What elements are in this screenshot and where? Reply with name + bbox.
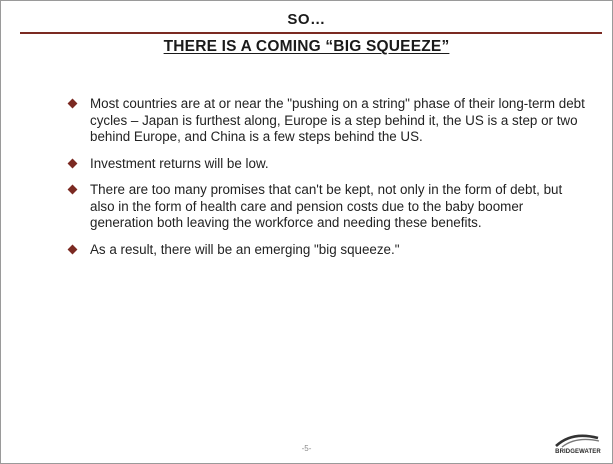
- logo-text: BRIDGEWATER: [555, 449, 601, 455]
- diamond-bullet-icon: [68, 158, 78, 168]
- bridgewater-logo: [552, 429, 604, 455]
- bridgewater-logo-icon: [552, 429, 604, 449]
- slide-title-text: THERE IS A COMING “BIG SQUEEZE”: [163, 38, 450, 55]
- page-number: -5-: [301, 444, 312, 453]
- bullet-item-1: [67, 96, 587, 146]
- diamond-bullet-icon: [68, 185, 78, 195]
- title-divider: [20, 32, 602, 34]
- diamond-bullet-icon: [68, 99, 78, 109]
- bullet-text-3: There are too many promises that can't be kept, not only in the form of debt, but also in the form of health care and pension costs due to the baby boomer generation both leaving the workforce and needing these benefits.: [90, 182, 563, 230]
- bullet-item-4: [67, 242, 587, 259]
- diamond-bullet-icon: [68, 244, 78, 254]
- slide-heading-top: SO…: [287, 11, 326, 28]
- slide-title: [1, 38, 612, 56]
- bullet-text-2: Investment returns will be low.: [90, 155, 269, 171]
- bullet-text-4: As a result, there will be an emerging "big squeeze.": [90, 241, 400, 257]
- bullet-item-3: [67, 182, 587, 232]
- bullet-text-1: Most countries are at or near the "pushing on a string" phase of their long-term debt cycles – Japan is furthest along, Europe is a step behind it, the US is a step or two behind Europe, and China is a few steps behind the US.: [90, 96, 585, 144]
- bullet-item-2: [67, 156, 587, 173]
- bullet-list: [67, 96, 587, 268]
